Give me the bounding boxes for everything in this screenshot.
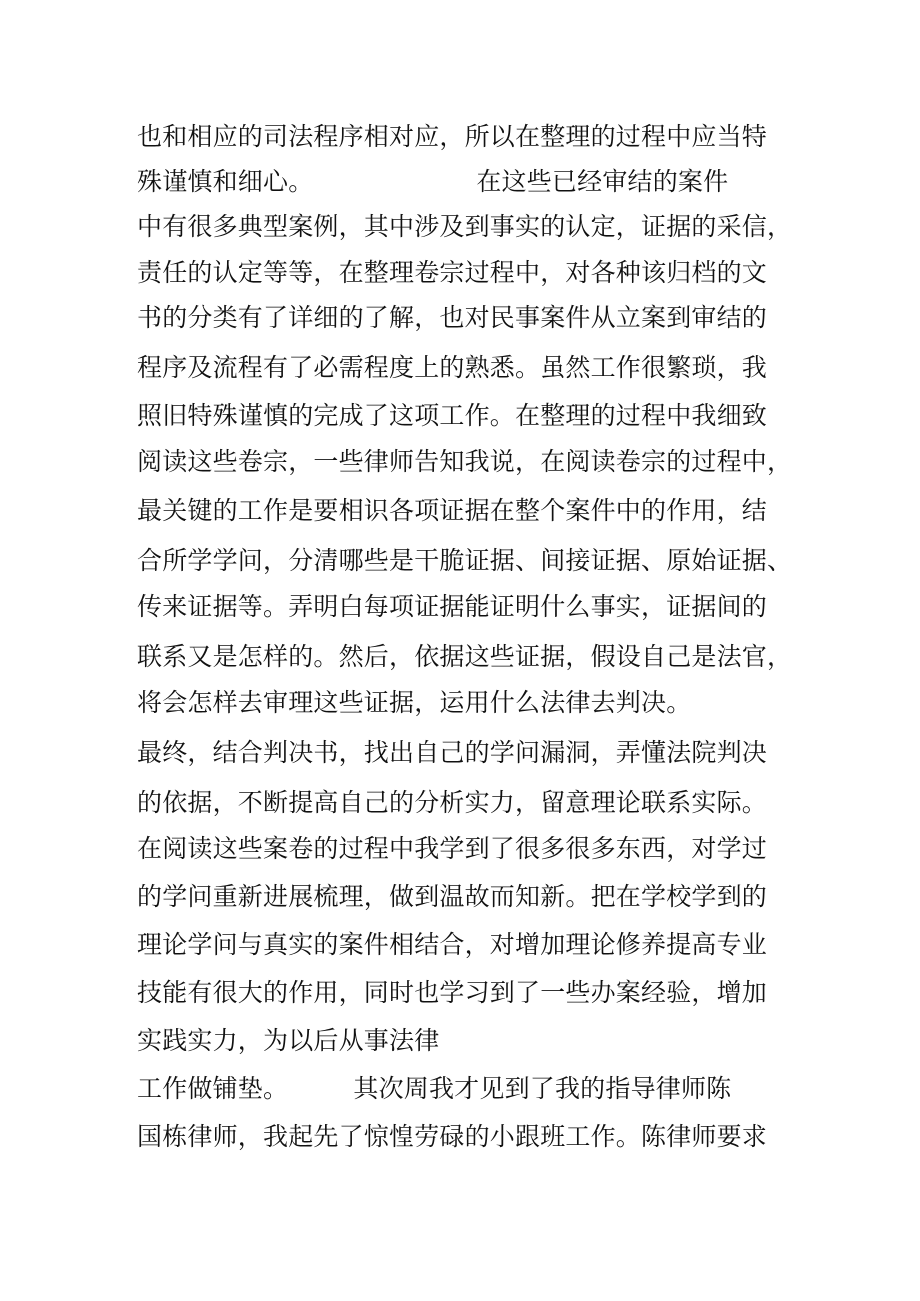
text-line: 最终，结合判决书，找出自己的学问漏洞，弄懂法院判决 [137, 738, 768, 767]
text-line: 在阅读这些案卷的过程中我学到了很多很多东西，对学过 [137, 834, 768, 863]
text-line: 阅读这些卷宗，一些律师告知我说，在阅读卷宗的过程中， [137, 447, 793, 476]
text-line: 也和相应的司法程序相对应，所以在整理的过程中应当特 [137, 122, 768, 151]
text-line: 技能有很大的作用，同时也学习到了一些办案经验，增加 [137, 978, 768, 1007]
text-line: 实践实力，为以后从事法律 [137, 1026, 440, 1055]
text-line: 最关键的工作是要相识各项证据在整个案件中的作用，结 [137, 496, 768, 525]
text-line: 理论学问与真实的案件相结合，对增加理论修养提高专业 [137, 930, 768, 959]
text-line: 传来证据等。弄明白每项证据能证明什么事实，证据间的 [137, 592, 768, 621]
text-line: 联系又是怎样的。然后，依据这些证据，假设自己是法官， [137, 642, 793, 671]
text-line: 程序及流程有了必需程度上的熟悉。虽然工作很繁琐，我 [137, 353, 768, 382]
text-line: 工作做铺垫。 其次周我才见到了我的指导律师陈 [137, 1074, 732, 1103]
text-line: 的依据，不断提高自己的分析实力，留意理论联系实际。 [137, 788, 768, 817]
text-line: 国栋律师，我起先了惊惶劳碌的小跟班工作。陈律师要求 [137, 1122, 768, 1151]
text-line: 的学问重新进展梳理，做到温故而知新。把在学校学到的 [137, 882, 768, 911]
text-line: 照旧特殊谨慎的完成了这项工作。在整理的过程中我细致 [137, 401, 768, 430]
text-line: 责任的认定等等，在整理卷宗过程中，对各种该归档的文 [137, 258, 768, 287]
text-line: 殊谨慎和细心。 在这些已经审结的案件 [137, 167, 729, 196]
text-line: 合所学学问，分清哪些是干脆证据、间接证据、原始证据、 [137, 546, 793, 575]
text-line: 将会怎样去审理这些证据，运用什么法律去判决。 [137, 688, 692, 717]
text-line: 书的分类有了详细的了解，也对民事案件从立案到审结的 [137, 303, 768, 332]
text-line: 中有很多典型案例，其中涉及到事实的认定，证据的采信， [137, 212, 793, 241]
